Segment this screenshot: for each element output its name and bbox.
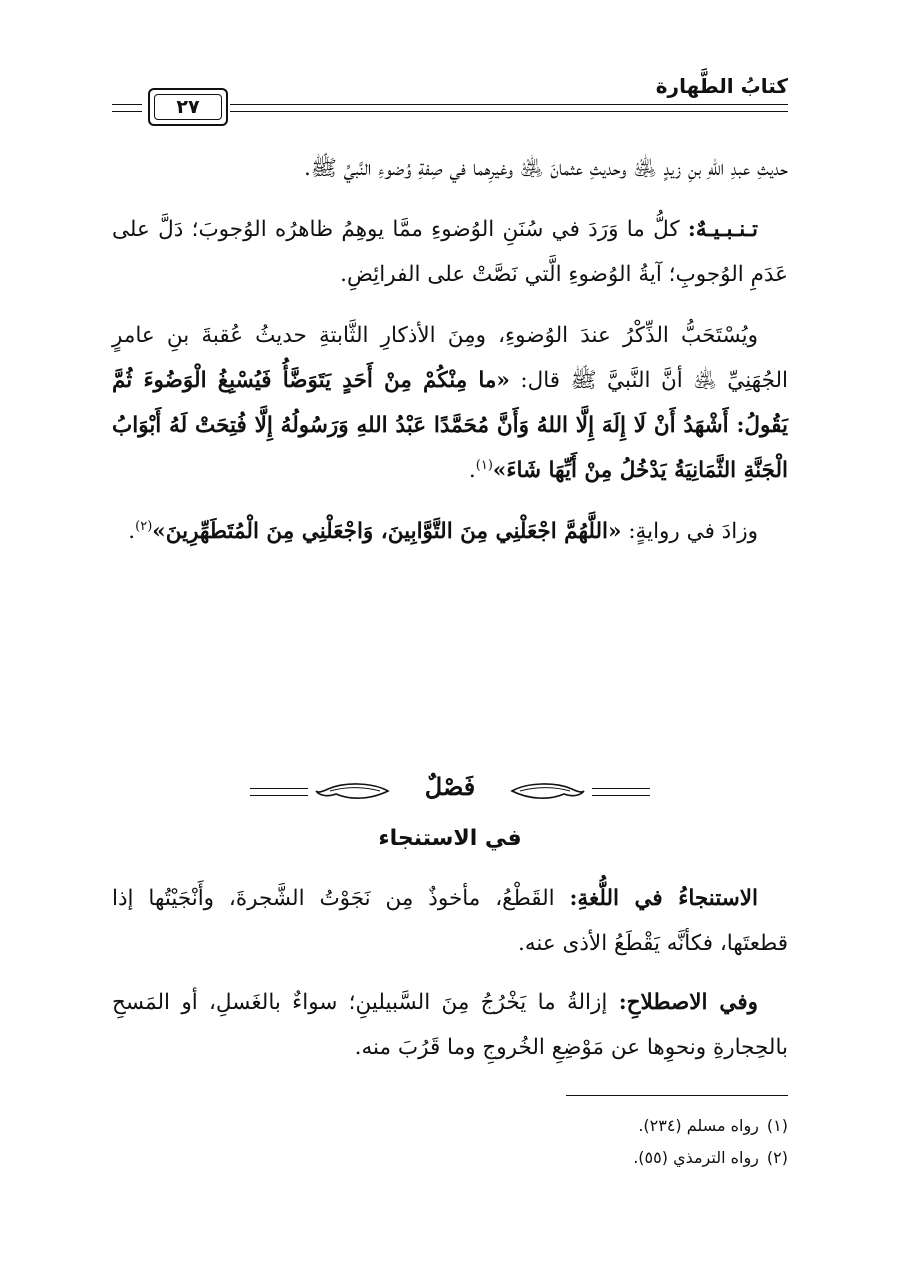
paragraph-text: ويُسْتَحَبُّ الذِّكْرُ عندَ الوُضوءِ، ومِنَ الأذكارِ الثَّابتةِ حديثُ عُقبةَ بنِ عامرٍ الجُهَنِيِّ ﵁ أنَّ النَّبيَّ ﷺ قال:	[112, 323, 788, 393]
term-label: الاستنجاءُ في اللُّغةِ:	[569, 886, 758, 911]
paragraph	[112, 146, 788, 191]
paragraph-text: حديثِ عبدِ اللهِ بنِ زيدٍ ﵁ وحديثِ عثمانَ ﵁ وغيرِهما في صِفةِ وُضوءِ النَّبيِّ ﷺ.	[304, 156, 788, 181]
paragraph	[112, 876, 788, 966]
footnote	[112, 1110, 788, 1142]
page-number: ٢٧	[154, 94, 222, 120]
paragraph	[112, 207, 788, 297]
fasl-heading	[250, 772, 650, 812]
main-text	[112, 146, 788, 570]
note-label: تـنـبـيـهٌ:	[687, 217, 758, 242]
term-label: وفي الاصطلاحِ:	[618, 990, 759, 1015]
paragraph-text: وزادَ في روايةٍ:	[621, 519, 758, 544]
fasl-rule	[250, 788, 308, 796]
book-title: كتابُ الطَّهارة	[655, 74, 788, 98]
fasl-rule	[592, 788, 650, 796]
footnote-divider	[566, 1095, 788, 1096]
hadith-quote: «اللَّهُمَّ اجْعَلْنِي مِنَ التَّوَّابِينَ، وَاجْعَلْنِي مِنَ الْمُتَطَهِّرِينَ»	[152, 519, 622, 544]
paragraph-text: إزالةُ ما يَخْرُجُ مِنَ السَّبيلينِ؛ سواءٌ بالغَسلِ، أو المَسحِ بالحِجارةِ ونحوِها عن مَوْضِعِ الخُروجِ وما قَرُبَ منه.	[112, 990, 788, 1060]
footnote-ref: (٢)	[135, 518, 153, 534]
page-number-box	[148, 88, 228, 126]
fasl-title: فَصْلٌ	[424, 772, 476, 801]
paragraph	[112, 313, 788, 493]
paragraph-text: القَطْعُ، مأخوذٌ مِن نَجَوْتُ الشَّجرةَ، وأَنْجَيْتُها إذا قطعتَها، فكأنَّه يَقْطَعُ الأذى عنه.	[112, 886, 788, 956]
paragraph	[112, 980, 788, 1070]
footnote-number: (٢)	[766, 1148, 788, 1167]
footnote-text: رواه مسلم (٢٣٤).	[638, 1116, 759, 1135]
paragraph-end: .	[468, 458, 476, 483]
paragraph-end: .	[128, 519, 136, 544]
header-rule-short	[112, 104, 142, 112]
footnotes	[112, 1110, 788, 1174]
section-title: في الاستنجاء	[378, 826, 522, 851]
footnote-ref: (١)	[475, 457, 493, 473]
paragraph-text: كلُّ ما وَرَدَ في سُنَنِ الوُضوءِ ممَّا يوهِمُ ظاهرُه الوُجوبَ؛ دَلَّ على عَدَمِ الوُجوبِ؛ آيةُ الوُضوءِ الَّتي نَصَّتْ على الفرائِضِ.	[112, 217, 788, 287]
section-text	[112, 876, 788, 1084]
footnote-number: (١)	[766, 1116, 788, 1135]
footnote-text: رواه الترمذي (٥٥).	[633, 1148, 759, 1167]
fasl-ornament-icon	[314, 780, 390, 802]
hadith-quote: «ما مِنْكُمْ مِنْ أَحَدٍ يَتَوَضَّأُ فَيُسْبِغُ الْوَضُوءَ ثُمَّ يَقُولُ: أَشْهَدُ أَنْ لَا إِلَهَ إِلَّا اللهُ وَأَنَّ مُحَمَّدًا عَبْدُ اللهِ وَرَسُولُهُ إِلَّا فُتِحَتْ لَهُ أَبْوَابُ الْجَنَّةِ الثَّمَانِيَةُ يَدْخُلُ مِنْ أَيِّهَا شَاءَ»	[112, 368, 788, 483]
footnote	[112, 1142, 788, 1174]
page-header	[112, 68, 788, 128]
fasl-ornament-icon	[510, 780, 586, 802]
header-rule	[230, 104, 788, 112]
paragraph	[112, 509, 788, 554]
